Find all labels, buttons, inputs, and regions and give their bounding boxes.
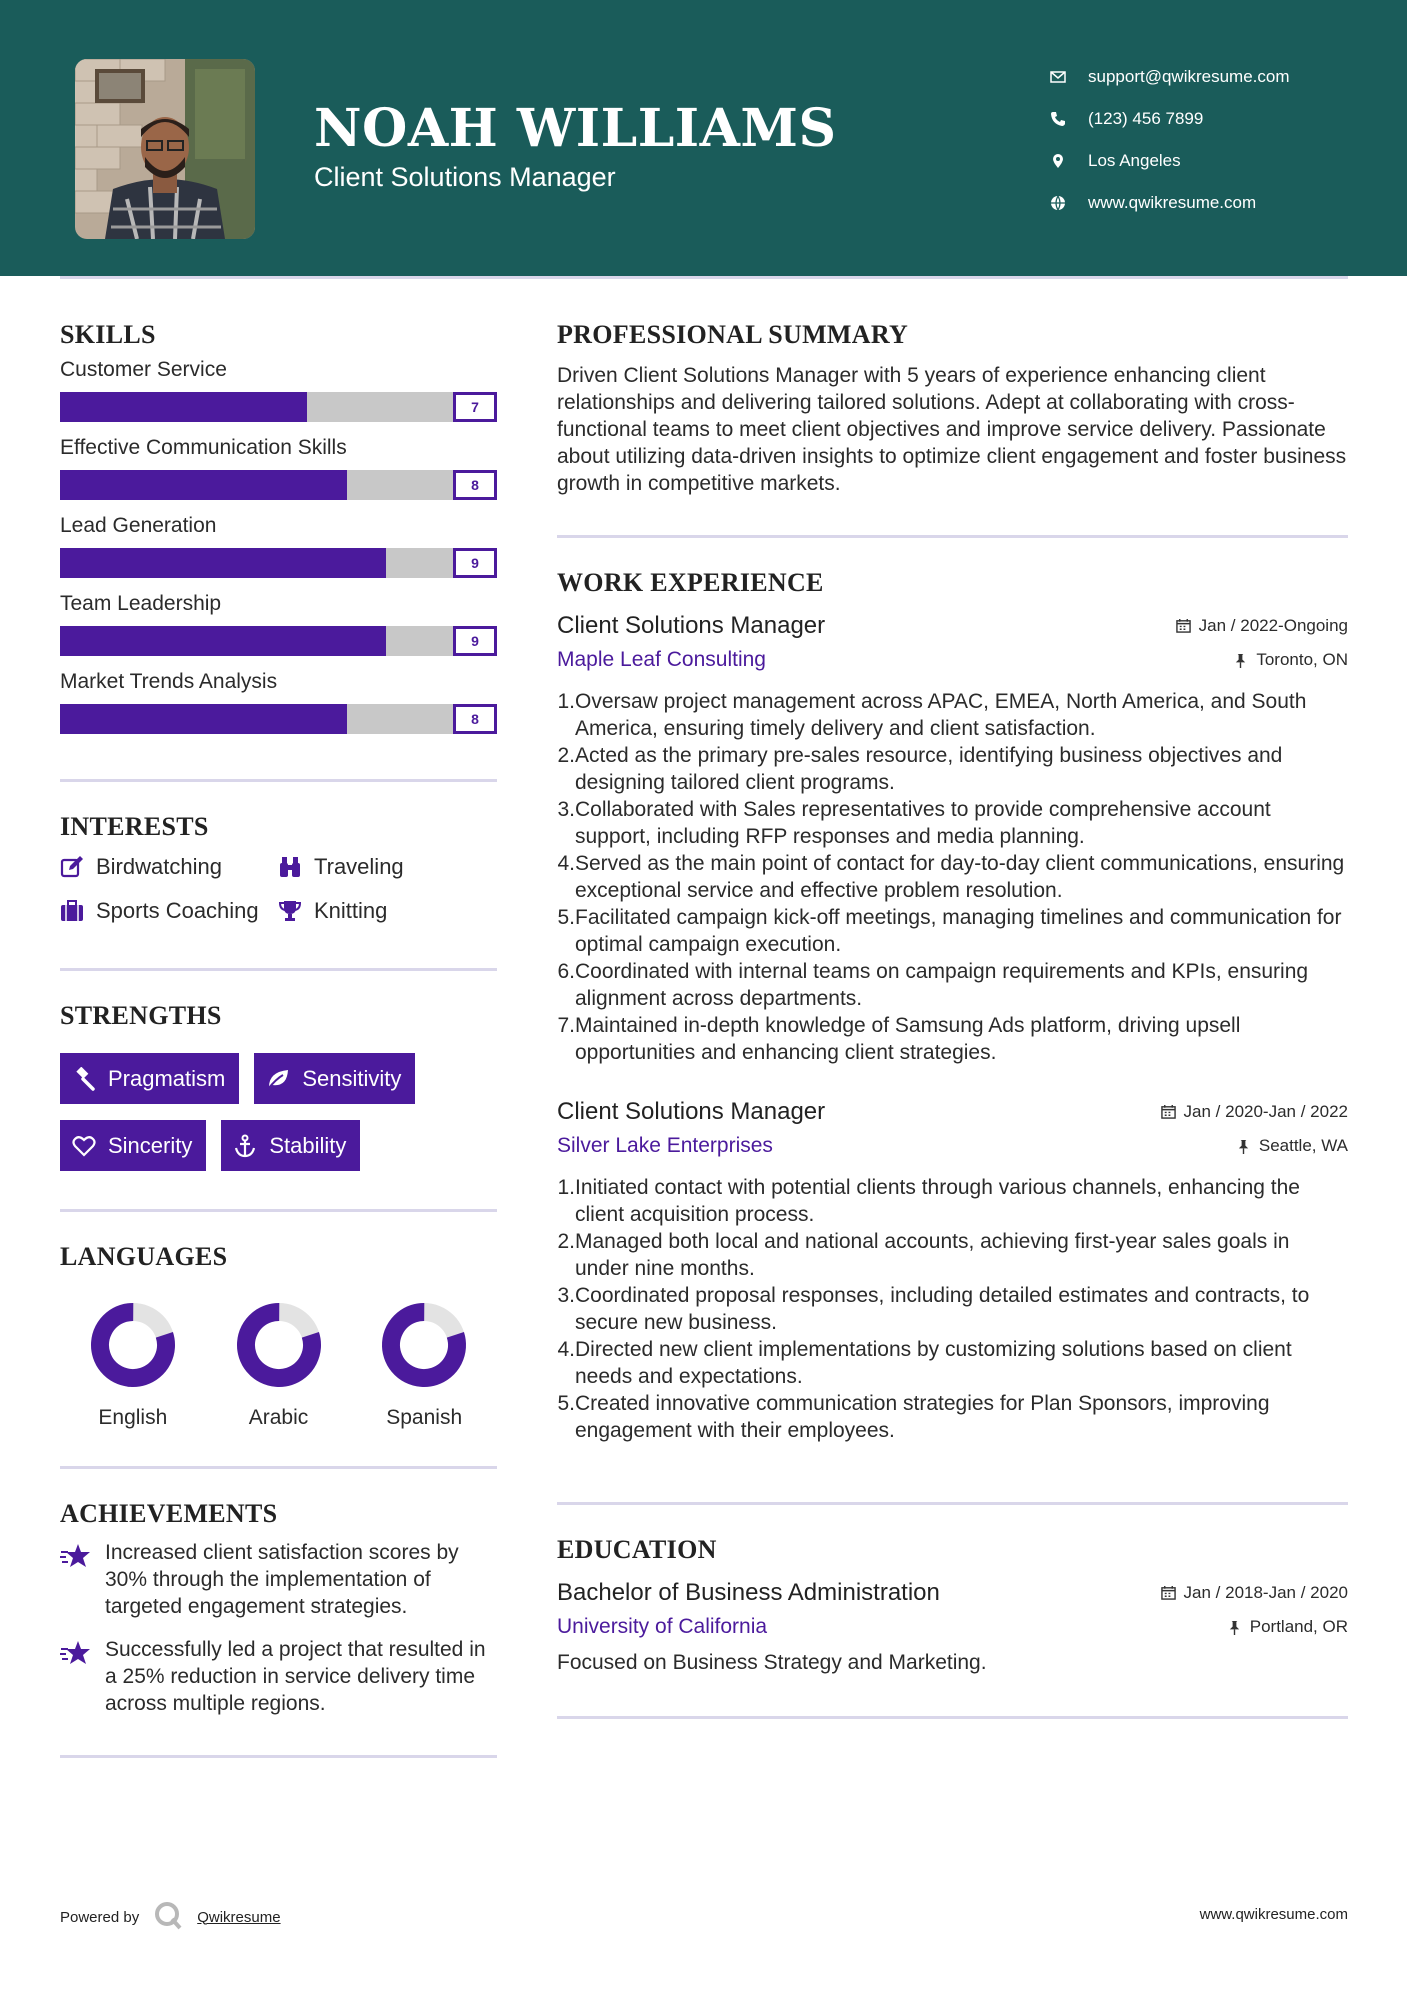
qwikresume-logo-icon <box>153 1900 183 1934</box>
contact-phone-text: (123) 456 7899 <box>1088 109 1204 128</box>
section-divider <box>557 1716 1348 1719</box>
summary-title: PROFESSIONAL SUMMARY <box>557 320 909 349</box>
anchor-icon <box>233 1134 257 1158</box>
education-note: Focused on Business Strategy and Marketing. <box>557 1651 987 1674</box>
trophy-icon <box>278 899 314 923</box>
list-item: 1. Initiated contact with potential clients through various channels, enhancing the client acquisition process. <box>557 1176 1300 1226</box>
interest-item <box>278 898 497 924</box>
job-title: Client Solutions Manager <box>557 612 826 639</box>
job-date-text: Jan / 2022-Ongoing <box>1198 615 1348 635</box>
experience-title: WORK EXPERIENCE <box>557 568 824 597</box>
skill-bar <box>60 704 497 734</box>
achievement-item <box>60 1539 497 1620</box>
language-name: Arabic <box>248 1406 309 1429</box>
skill-name: Effective Communication Skills <box>60 436 347 459</box>
job-header <box>557 1098 1348 1126</box>
interest-label: Sports Coaching <box>96 898 259 923</box>
skills-title: SKILLS <box>60 320 156 349</box>
school-name: University of California <box>557 1615 768 1638</box>
star-icon <box>60 1539 105 1620</box>
language-item <box>351 1300 497 1430</box>
heart-icon <box>72 1134 96 1158</box>
map-pin-icon <box>1050 153 1088 169</box>
contact-phone[interactable] <box>1050 98 1370 140</box>
job-bullets <box>557 688 1348 1066</box>
degree-title: Bachelor of Business Administration <box>557 1579 940 1606</box>
contact-website-text: www.qwikresume.com <box>1088 193 1257 212</box>
section-divider <box>60 968 497 971</box>
job-entry <box>557 612 1348 1066</box>
pushpin-icon <box>1227 1620 1242 1635</box>
skill-item <box>60 436 497 500</box>
contact-location-text: Los Angeles <box>1088 151 1181 170</box>
job-subheader <box>557 1134 1348 1158</box>
interest-item <box>278 854 497 880</box>
company-name: Silver Lake Enterprises <box>557 1134 773 1157</box>
interest-label: Birdwatching <box>96 854 222 879</box>
calendar-icon <box>1161 1585 1176 1600</box>
job-bullets <box>557 1174 1348 1444</box>
languages-title: LANGUAGES <box>60 1242 228 1271</box>
summary-section <box>557 320 1348 497</box>
interest-item <box>60 854 278 880</box>
education-date-text: Jan / 2018-Jan / 2020 <box>1183 1582 1348 1602</box>
powered-by-text: Powered by <box>60 1908 140 1926</box>
header-divider <box>60 276 1348 279</box>
job-location-text: Toronto, ON <box>1256 650 1348 669</box>
job-entry <box>557 1098 1348 1444</box>
section-divider <box>557 1502 1348 1505</box>
interests-section <box>60 812 497 924</box>
list-item: 5. Created innovative communication strategies for Plan Sponsors, improving engagement with their employees. <box>557 1392 1270 1442</box>
education-location-text: Portland, OR <box>1249 1617 1348 1636</box>
briefcase-icon <box>60 899 96 923</box>
skill-bar <box>60 392 497 422</box>
skill-score: 9 <box>453 626 497 656</box>
skill-score: 9 <box>453 548 497 578</box>
strength-label: Sensitivity <box>302 1065 402 1091</box>
list-item: 4. Directed new client implementations by customizing solutions based on client needs and expectations. <box>557 1338 1292 1388</box>
skill-item <box>60 514 497 578</box>
strength-chip <box>60 1053 239 1104</box>
job-title: Client Solutions Manager <box>557 1098 826 1125</box>
achievement-text: Increased client satisfaction scores by 30% through the implementation of targeted engagement strategies. <box>105 1541 459 1618</box>
star-icon <box>60 1636 105 1717</box>
contact-email-text: support@qwikresume.com <box>1088 67 1290 86</box>
company-name: Maple Leaf Consulting <box>557 648 766 671</box>
contact-email[interactable] <box>1050 56 1370 98</box>
strength-label: Pragmatism <box>108 1065 226 1091</box>
skill-fill <box>60 626 386 656</box>
section-divider <box>557 535 1348 538</box>
strength-label: Stability <box>269 1132 347 1158</box>
strengths-section <box>60 1001 497 1171</box>
list-item: 5. Facilitated campaign kick-off meetings, managing timelines and communication for optimal campaign execution. <box>557 906 1342 956</box>
section-divider <box>60 1209 497 1212</box>
skill-fill <box>60 704 347 734</box>
right-column <box>557 320 1348 1719</box>
skill-name: Market Trends Analysis <box>60 670 278 693</box>
strengths-list <box>60 1053 497 1171</box>
calendar-icon <box>1176 618 1191 633</box>
language-donut <box>234 1300 324 1390</box>
skill-bar <box>60 626 497 656</box>
skill-fill <box>60 392 307 422</box>
achievements-title: ACHIEVEMENTS <box>60 1499 278 1528</box>
contact-location <box>1050 140 1370 182</box>
job-date <box>1176 616 1348 636</box>
skill-name: Customer Service <box>60 358 227 381</box>
list-item: 2. Acted as the primary pre-sales resource, identifying business objectives and designing tailored client programs. <box>557 744 1283 794</box>
strength-chip <box>221 1120 360 1171</box>
job-location-text: Seattle, WA <box>1258 1136 1348 1155</box>
list-item: 7. Maintained in-depth knowledge of Samsung Ads platform, driving upsell opportunities and enhancing client strategies. <box>557 1014 1241 1064</box>
achievements-section <box>60 1499 497 1717</box>
job-location <box>1233 650 1348 670</box>
language-item <box>60 1300 206 1430</box>
languages-list <box>60 1300 497 1430</box>
candidate-role: Client Solutions Manager <box>314 162 616 192</box>
leaf-icon <box>266 1067 290 1091</box>
skill-bar <box>60 548 497 578</box>
list-item: 1. Oversaw project management across APAC, EMEA, North America, and South America, ensuring timely delivery and client satisfaction. <box>557 690 1307 740</box>
job-subheader <box>557 648 1348 672</box>
pushpin-icon <box>1236 1139 1251 1154</box>
experience-section <box>557 568 1348 1444</box>
strength-chip <box>254 1053 415 1104</box>
education-title: EDUCATION <box>557 1535 717 1564</box>
envelope-icon <box>1050 69 1088 85</box>
strengths-title: STRENGTHS <box>60 1001 222 1030</box>
binoculars-icon <box>278 855 314 879</box>
gavel-icon <box>72 1067 96 1091</box>
skills-list <box>60 358 497 734</box>
skills-section <box>60 320 497 734</box>
education-subheader <box>557 1615 1348 1639</box>
list-item: 6. Coordinated with internal teams on campaign requirements and KPIs, ensuring alignment across departments. <box>557 960 1309 1010</box>
resume-header <box>0 0 1407 276</box>
calendar-icon <box>1161 1104 1176 1119</box>
footer-powered-by <box>60 1900 281 1934</box>
list-item: 2. Managed both local and national accounts, achieving first-year sales goals in under nine months. <box>557 1230 1290 1280</box>
skill-name: Lead Generation <box>60 514 217 537</box>
section-divider <box>60 1755 497 1758</box>
section-divider <box>60 779 497 782</box>
interests-list <box>60 854 497 924</box>
language-donut <box>379 1300 469 1390</box>
globe-icon <box>1050 195 1088 211</box>
section-divider <box>60 1466 497 1469</box>
interest-label: Knitting <box>314 898 388 923</box>
interest-label: Traveling <box>314 854 404 879</box>
education-date <box>1161 1583 1348 1603</box>
skill-fill <box>60 470 347 500</box>
skill-item <box>60 592 497 656</box>
languages-section <box>60 1242 497 1430</box>
education-location <box>1227 1617 1348 1637</box>
skill-item <box>60 670 497 734</box>
footer-website[interactable]: www.qwikresume.com <box>1199 1906 1348 1923</box>
job-header <box>557 612 1348 640</box>
language-name: English <box>98 1406 168 1429</box>
left-column <box>60 320 497 1758</box>
skill-score: 8 <box>453 704 497 734</box>
education-header <box>557 1579 1348 1607</box>
candidate-name: NOAH WILLIAMS <box>314 98 837 159</box>
language-item <box>206 1300 352 1430</box>
list-item: 4. Served as the main point of contact for day-to-day client communications, ensuring exceptional service and effective problem resolution. <box>557 852 1345 902</box>
pushpin-icon <box>1233 653 1248 668</box>
contact-website[interactable] <box>1050 182 1370 224</box>
qwikresume-link[interactable]: Qwikresume <box>197 1908 281 1926</box>
skill-score: 7 <box>453 392 497 422</box>
list-item: 3. Collaborated with Sales representatives to provide comprehensive account support, including RFP responses and media planning. <box>557 798 1271 848</box>
skill-name: Team Leadership <box>60 592 222 615</box>
education-section <box>557 1535 1348 1676</box>
language-name: Spanish <box>386 1406 463 1429</box>
interests-title: INTERESTS <box>60 812 209 841</box>
job-date <box>1161 1102 1348 1122</box>
summary-text: Driven Client Solutions Manager with 5 years of experience enhancing client relationships and delivering tailored solutions. Adept at collaborating with cross-functional teams to meet client objectives and improve service delivery. Passionate about utilizing data-driven insights to optimize client engagement and foster business growth in competitive markets. <box>557 364 1347 495</box>
job-date-text: Jan / 2020-Jan / 2022 <box>1183 1101 1348 1121</box>
skill-item <box>60 358 497 422</box>
skill-fill <box>60 548 386 578</box>
interest-item <box>60 898 278 924</box>
strength-chip <box>60 1120 206 1171</box>
pencil-square-icon <box>60 855 96 879</box>
phone-icon <box>1050 111 1088 127</box>
achievement-item <box>60 1636 497 1717</box>
job-location <box>1236 1136 1348 1156</box>
achievement-text: Successfully led a project that resulted in a 25% reduction in service delivery time across multiple regions. <box>105 1638 486 1715</box>
profile-photo <box>75 59 255 239</box>
strength-label: Sincerity <box>108 1132 193 1158</box>
contact-list <box>1050 56 1370 224</box>
list-item: 3. Coordinated proposal responses, including detailed estimates and contracts, to secure new business. <box>557 1284 1310 1334</box>
language-donut <box>88 1300 178 1390</box>
skill-score: 8 <box>453 470 497 500</box>
skill-bar <box>60 470 497 500</box>
